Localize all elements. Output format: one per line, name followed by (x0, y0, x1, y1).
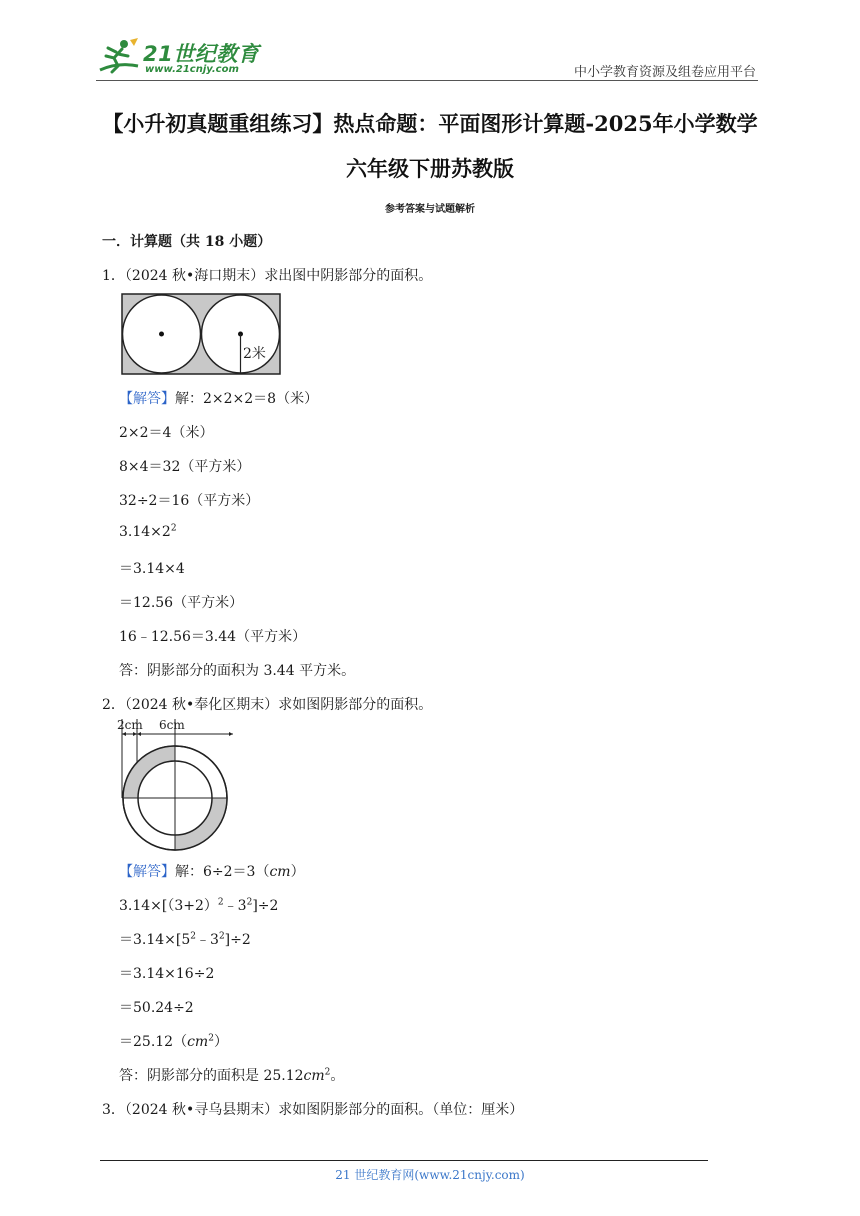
question-3-number: 3． (102, 1102, 125, 1118)
question-2-label-6cm: 6cm (159, 718, 185, 732)
question-1-number: 1． (102, 268, 125, 284)
question-1-answer-lead: 【解答】解：2×2×2＝8（米） (119, 391, 319, 407)
q2-step: $=25.12(cm^2)$ (119, 1033, 228, 1050)
q2-answer: 答：阴影部分的面积是 $25.12cm^2$。 (119, 1067, 345, 1084)
question-2-figure (115, 716, 235, 852)
page-title-line2: 六年级下册苏教版 (346, 156, 514, 181)
answer-tag: 【解答】 (119, 391, 175, 407)
question-1-stem (102, 265, 432, 285)
section-heading: 一．计算题（共 18 小题） (102, 234, 272, 250)
q1-step: ＝3.14×4 (119, 561, 185, 577)
footer-link[interactable]: 21 世纪教育网(www.21cnjy.com) (335, 1168, 525, 1182)
question-2-stem (102, 694, 432, 714)
q1-step: 2×2＝4（米） (119, 425, 214, 441)
q1-step: 16﹣12.56＝3.44（平方米） (119, 629, 307, 645)
page-title-line1: 【小升初真题重组练习】热点命题：平面图形计算题-2025年小学数学 (102, 111, 758, 136)
q2-step: ＝3.14×16÷2 (119, 966, 215, 982)
question-3-stem (102, 1099, 523, 1119)
logo-url: www.21cnjy.com (145, 64, 239, 75)
logo-text: 21世纪教育 (143, 42, 260, 66)
question-2-label-2cm: 2cm (117, 718, 143, 732)
q2-step: ＝50.24÷2 (119, 1000, 194, 1016)
q2-step: $3.14\times[(3+2)^2﹣3^2]\div 2$ (119, 897, 279, 914)
header-divider (96, 80, 758, 81)
footer-divider (100, 1160, 708, 1161)
q1-step: 32÷2＝16（平方米） (119, 493, 260, 509)
q1-step-power: $3.14\times 2^2$ (119, 523, 177, 540)
answer-tag: 【解答】 (119, 864, 175, 880)
question-2-answer-lead: 【解答】解：6÷2＝3（cm） (119, 864, 305, 880)
logo-runner-icon (94, 36, 142, 78)
page-subtitle: 参考答案与试题解析 (385, 204, 475, 215)
question-1-figure-label: 2米 (243, 346, 266, 362)
question-2-number: 2． (102, 697, 125, 713)
question-3-text: （2024 秋•寻乌县期末）求如图阴影部分的面积。（单位：厘米） (124, 1102, 524, 1118)
question-1-figure (120, 292, 282, 376)
q1-answer: 答：阴影部分的面积为 3.44 平方米。 (119, 663, 356, 679)
q1-step: 8×4＝32（平方米） (119, 459, 251, 475)
question-1-text: （2024 秋•海口期末）求出图中阴影部分的面积。 (124, 268, 433, 284)
q1-step: ＝12.56（平方米） (119, 595, 244, 611)
question-2-text: （2024 秋•奉化区期末）求如图阴影部分的面积。 (124, 697, 433, 713)
q2-step: $=3.14\times[5^2﹣3^2]\div 2$ (119, 931, 251, 948)
header-platform-text: 中小学教育资源及组卷应用平台 (573, 65, 756, 80)
